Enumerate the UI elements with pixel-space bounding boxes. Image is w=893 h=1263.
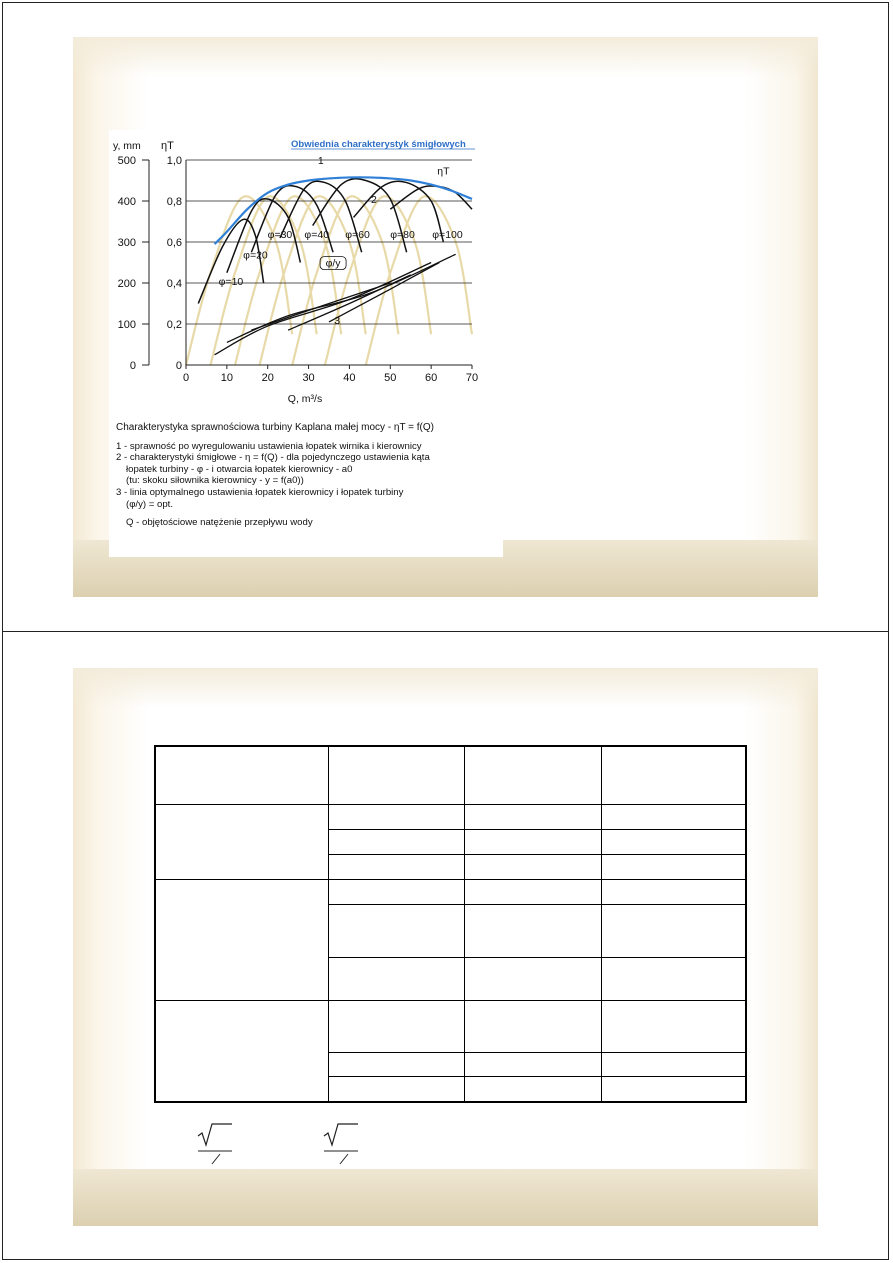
table-cell	[464, 829, 601, 854]
slide-bottom-header-band	[73, 668, 818, 708]
table-cell	[464, 746, 601, 804]
caption-title: Charakterystyka sprawnościowa turbiny Kaplana małej mocy - ηT = f(Q)	[116, 422, 434, 433]
y-tick-label-right: 0	[175, 360, 182, 372]
y-tick-label-left: 100	[117, 319, 136, 331]
curve-label: ηT	[437, 165, 450, 178]
formula-fragments	[190, 1118, 370, 1168]
curve-label: φ=20	[243, 249, 268, 262]
table-cell	[601, 804, 746, 829]
y-tick-label-left: 400	[117, 196, 136, 208]
caption-line-7: Q - objętościowe natężenie przepływu wody	[126, 517, 313, 529]
slide-bottom-footer-band	[73, 1169, 818, 1226]
table-cell	[328, 905, 464, 957]
table-cell	[328, 804, 464, 829]
table-cell	[601, 905, 746, 957]
table-cell	[601, 1077, 746, 1102]
x-tick-label: 30	[302, 372, 315, 384]
background-curve	[260, 196, 366, 365]
x-tick-label: 70	[465, 372, 479, 384]
table-row	[155, 1000, 746, 1052]
x-tick-label: 0	[182, 372, 190, 384]
table-cell	[464, 1077, 601, 1102]
x-tick-label: 40	[343, 372, 356, 384]
y-tick-label-left: 300	[117, 237, 136, 249]
stroke-curve	[251, 283, 390, 330]
curve-label: φ=80	[390, 228, 415, 241]
x-tick-label: 60	[425, 372, 438, 384]
table-cell	[601, 855, 746, 880]
table-group-cell	[155, 804, 328, 879]
y-tick-label-right: 0,6	[166, 237, 182, 249]
background-curve	[366, 196, 472, 365]
y-axis-label-left: y, mm	[113, 140, 141, 152]
y-tick-label-right: 1,0	[166, 155, 182, 167]
caption-line-6: (φ/y) = opt.	[126, 498, 174, 510]
table-cell	[601, 1053, 746, 1077]
table-cell	[464, 1000, 601, 1052]
curve-label: 1	[317, 155, 324, 168]
table-cell	[601, 880, 746, 905]
page-divider	[2, 631, 889, 632]
table-row	[155, 880, 746, 905]
sqrt-fraction-2	[324, 1124, 358, 1164]
table-cell	[464, 905, 601, 957]
x-tick-label: 20	[261, 372, 274, 384]
table-cell	[601, 829, 746, 854]
y-tick-label-left: 500	[117, 155, 136, 167]
curve-label: φ=60	[345, 228, 370, 241]
table-cell	[328, 880, 464, 905]
table-group-cell	[155, 880, 328, 1001]
y-tick-label-left: 200	[117, 278, 136, 290]
caption-line-2: 2 - charakterystyki śmigłowe - η = f(Q) - dla pojedynczego ustawienia kąta	[116, 452, 430, 464]
y-tick-label-right: 0,4	[166, 278, 182, 290]
table-cell	[601, 1000, 746, 1052]
x-axis-label: Q, m³/s	[287, 393, 323, 405]
caption-line-4: (tu: skoku siłownika kierownicy - y = f(a0))	[126, 475, 304, 487]
caption-line-3: łopatek turbiny - φ - i otwarcia łopatek kierownicy - a0	[126, 463, 353, 475]
table-cell	[328, 1053, 464, 1077]
y-tick-label-left: 0	[129, 360, 136, 372]
table-cell	[464, 855, 601, 880]
table-cell	[601, 957, 746, 1000]
y-axis-label-right: ηT	[161, 140, 174, 152]
x-tick-label: 50	[384, 372, 397, 384]
table-cell	[328, 957, 464, 1000]
caption-line-1: 1 - sprawność po wyregulowaniu ustawienia łopatek wirnika i kierownicy	[116, 440, 422, 452]
chart-axes	[142, 149, 475, 369]
table-cell	[464, 1053, 601, 1077]
table-cell	[328, 855, 464, 880]
curve-label: φ=100	[432, 228, 463, 241]
table-header-row	[155, 746, 746, 804]
table-cell	[328, 746, 464, 804]
empty-table	[154, 745, 747, 1103]
table-cell	[464, 880, 601, 905]
table-cell	[328, 829, 464, 854]
chart-title: Obwiednia charakterystyk śmigłowych	[291, 139, 466, 150]
curve-label: 3	[334, 315, 341, 327]
table-cell	[328, 1077, 464, 1102]
table-cell	[328, 1000, 464, 1052]
y-tick-label-right: 0,2	[166, 319, 182, 331]
table-row	[155, 804, 746, 829]
table-cell	[464, 804, 601, 829]
caption-line-5: 3 - linia optymalnego ustawienia łopatek kierownicy i łopatek turbiny	[116, 486, 404, 498]
curve-label: 2	[371, 194, 377, 207]
stroke-curve	[329, 263, 439, 322]
curve-label: φ/y	[325, 257, 341, 270]
curve-label: φ=30	[267, 228, 293, 241]
curve-label: φ=10	[218, 276, 244, 289]
curve-label: φ=40	[304, 228, 330, 241]
stroke-curve	[215, 263, 432, 355]
kaplan-figure	[109, 130, 503, 557]
y-tick-label-right: 0,8	[166, 196, 182, 208]
sqrt-fraction-1	[198, 1124, 232, 1164]
table-cell	[464, 957, 601, 1000]
x-tick-label: 10	[220, 372, 233, 384]
table-cell	[155, 746, 328, 804]
slide-top-header-band	[73, 37, 818, 77]
table-cell	[601, 746, 746, 804]
figure-caption	[116, 422, 501, 529]
table-group-cell	[155, 1000, 328, 1102]
efficiency-chart	[109, 130, 503, 420]
